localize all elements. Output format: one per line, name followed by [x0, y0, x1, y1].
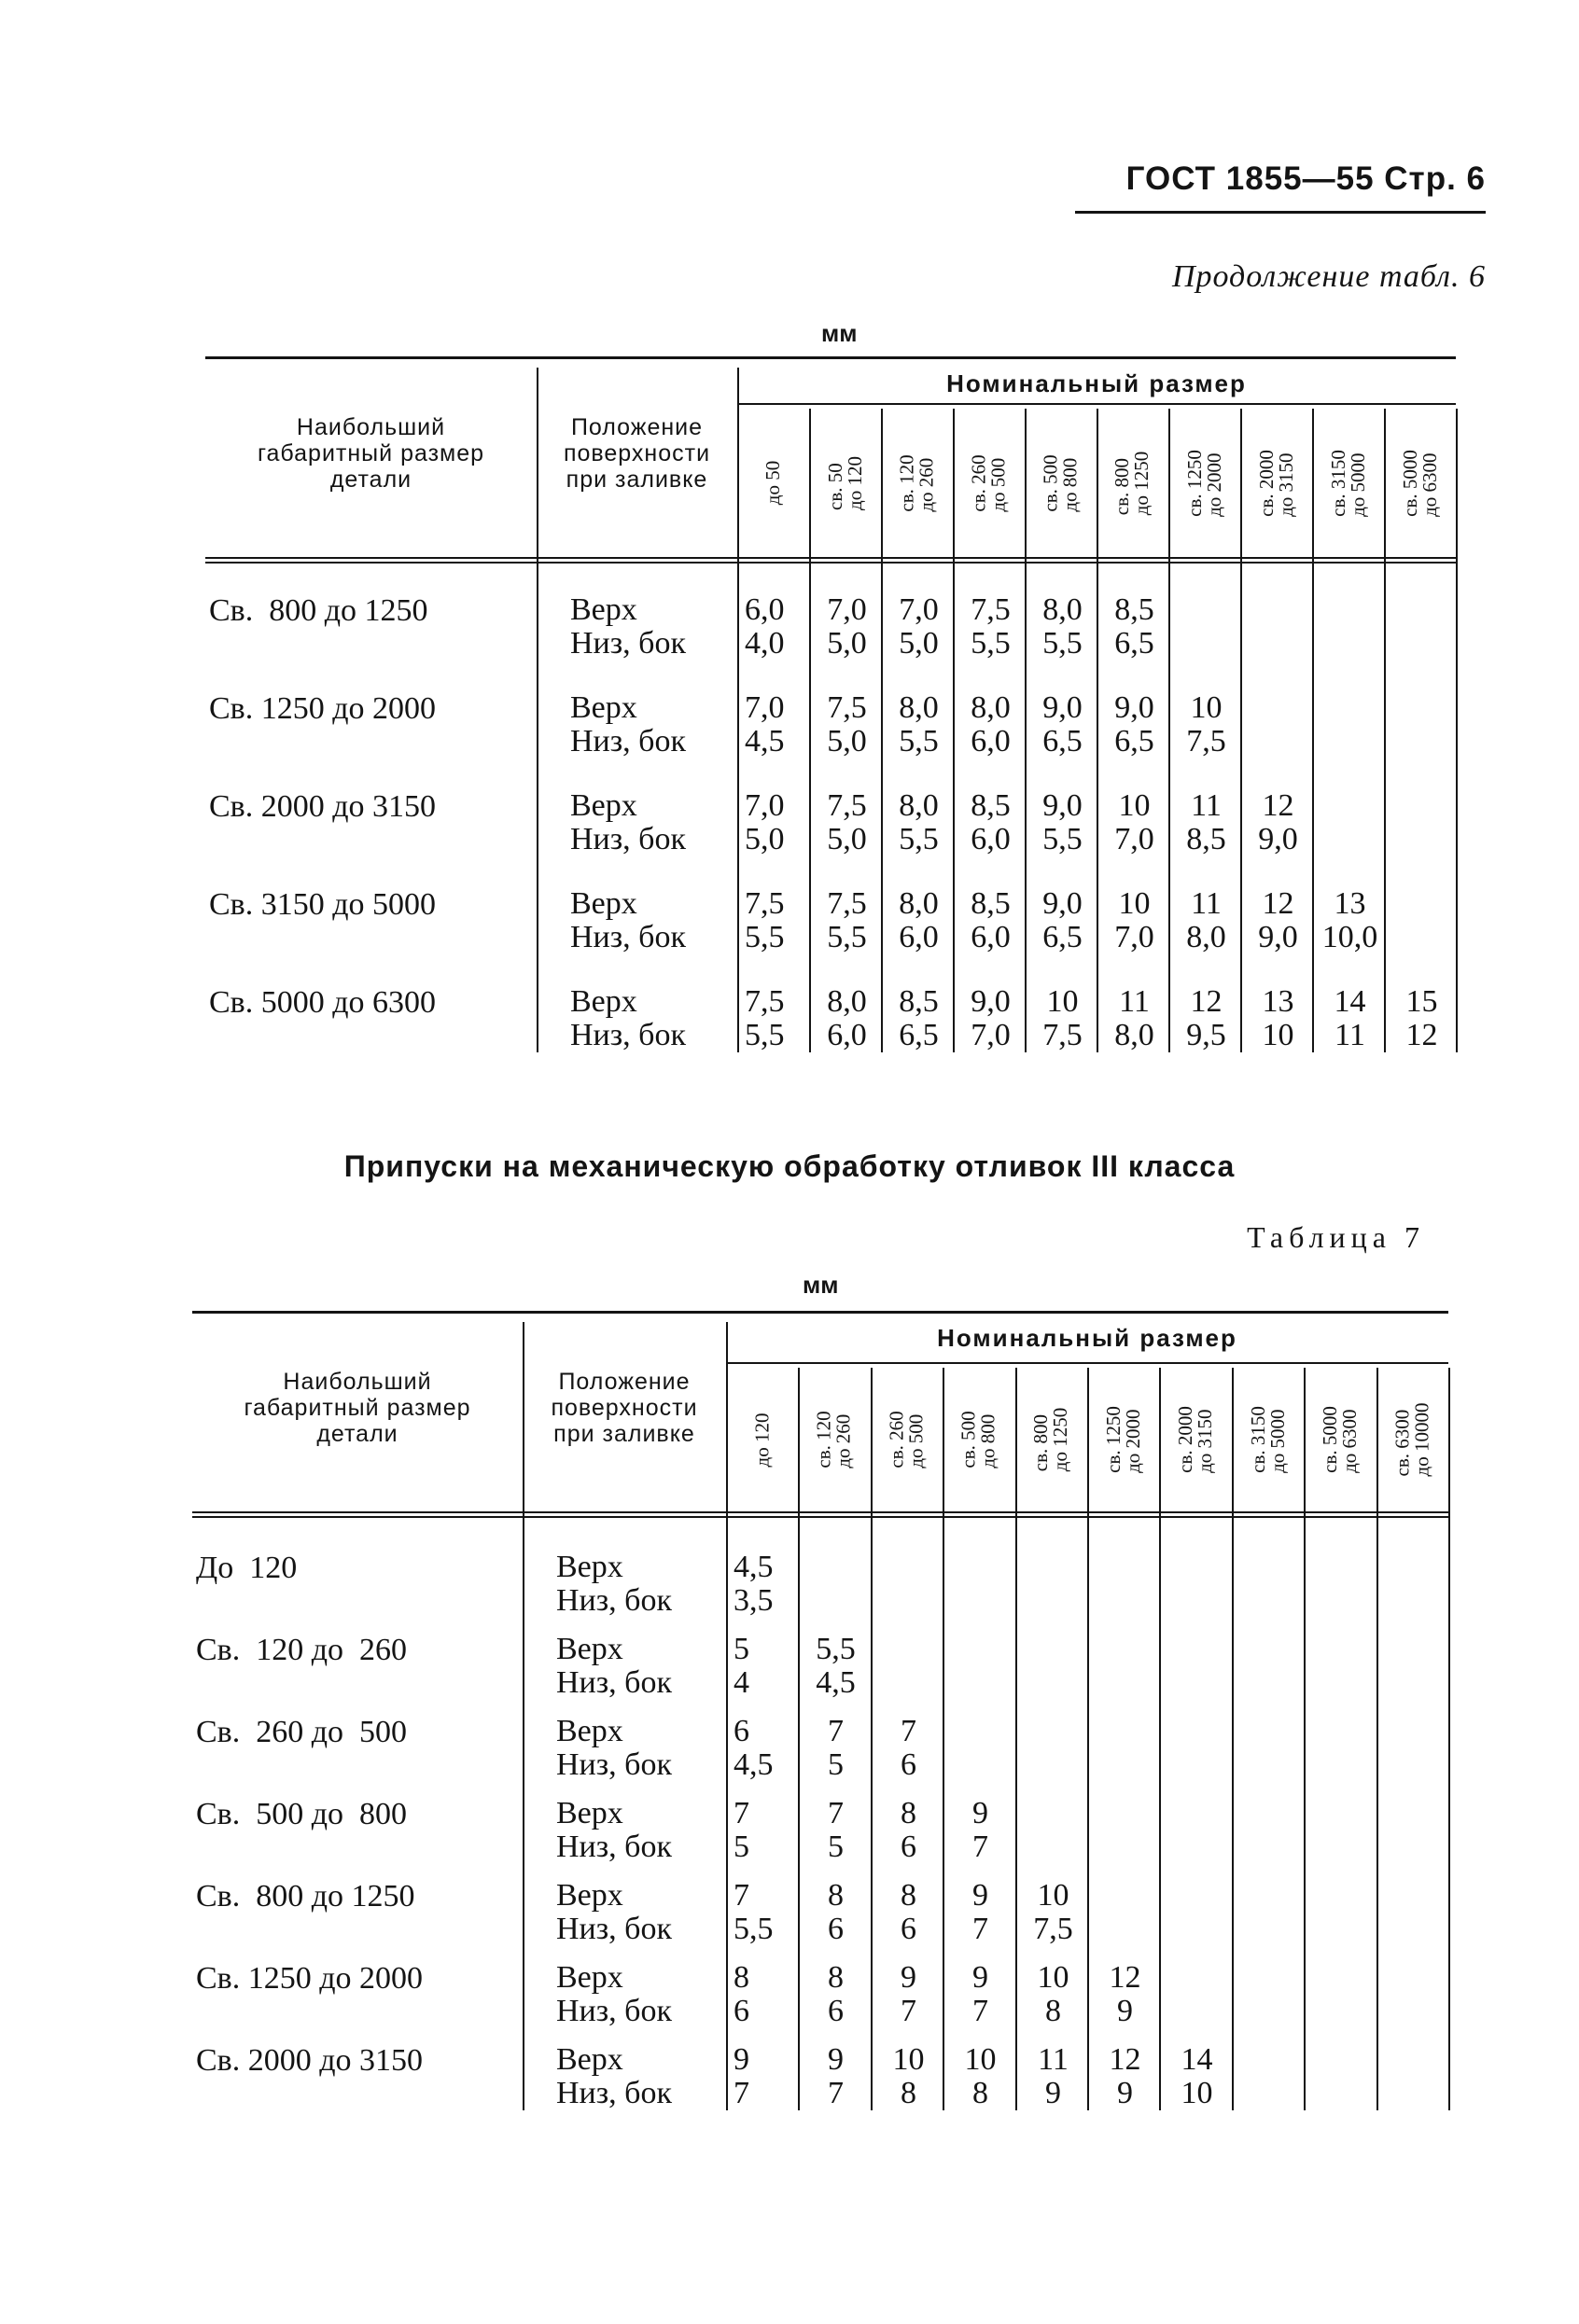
table7-row-label: Св. 1250 до 2000 [196, 1961, 424, 1996]
table7-row-position-top: Верх [556, 1960, 623, 1995]
table7-col-header-label: св. 5000 до 6300 [1318, 1406, 1361, 1473]
table6-cell-top: 14 [1334, 984, 1366, 1019]
table7-cell-top: 8 [901, 1796, 916, 1830]
table7-cell-bottom: 6 [828, 1994, 844, 2028]
table6-row-position-top: Верх [570, 690, 637, 725]
table7-cell-bottom: 9 [1045, 2076, 1061, 2110]
table7-row-label: До 120 [196, 1551, 298, 1585]
table6-cell-bottom: 5,5 [899, 724, 939, 758]
table6-col-header-label: св. 50 до 120 [823, 455, 866, 510]
table6-cell-top: 7,5 [827, 690, 867, 725]
table6-nominal-rule [737, 403, 1456, 405]
table6-top-rule [205, 356, 1456, 359]
table7-cell-bottom: 5,5 [734, 1912, 774, 1946]
table7-col-header-label: до 120 [750, 1412, 773, 1467]
table7-cell-top: 7 [734, 1878, 749, 1913]
table6-cell-top: 12 [1262, 788, 1294, 823]
table7-cell-top: 5 [734, 1632, 749, 1666]
table7-top-rule [192, 1311, 1448, 1314]
table7-header-rule [192, 1511, 1448, 1518]
table7-cell-bottom: 4,5 [734, 1747, 774, 1782]
table6-col-header-label: св. 500 до 800 [1039, 453, 1082, 512]
table6-col-header-3 [953, 409, 1025, 557]
table7-cell-top: 8 [828, 1878, 844, 1913]
table6-cell-top: 10 [1046, 984, 1079, 1019]
table6-cell-top: 8,5 [1114, 592, 1154, 627]
table7-cell-bottom: 4,5 [816, 1665, 856, 1700]
table6-cell-top: 7,5 [745, 886, 785, 921]
table7-cell-top: 9 [828, 2042, 844, 2077]
table7-cell-top: 8 [828, 1960, 844, 1995]
table6-cell-top: 8,0 [899, 788, 939, 823]
table6-col-header-label: св. 120 до 260 [895, 453, 938, 512]
table7-row-position-bottom: Низ, бок [556, 1583, 672, 1618]
table7-cell-bottom: 6 [901, 1912, 916, 1946]
table6-cell-bottom: 5,5 [1042, 626, 1083, 661]
table6-cell-bottom: 6,0 [971, 920, 1011, 954]
table6-cell-bottom: 9,0 [1258, 822, 1298, 856]
table6-cell-top: 7,0 [899, 592, 939, 627]
table7-cell-bottom: 7 [972, 1994, 988, 2028]
table7-cell-top: 9 [972, 1960, 988, 1995]
table6-cell-top: 11 [1119, 984, 1150, 1019]
table6-unit: мм [821, 319, 858, 347]
table6-cell-bottom: 6,5 [899, 1018, 939, 1052]
table6-header-surface-position: Положение поверхности при заливке [563, 414, 711, 493]
table7-row-label: Св. 2000 до 3150 [196, 2043, 424, 2078]
table6-header-rule [205, 557, 1456, 564]
table7-header-largest-size: Наибольший габаритный размер детали [244, 1369, 471, 1447]
table7-caption: Таблица 7 [1247, 1220, 1425, 1254]
table7-cell-bottom: 8 [1045, 1994, 1061, 2028]
table6-cell-top: 7,0 [745, 690, 785, 725]
table7-cell-bottom: 9 [1117, 1994, 1133, 2028]
table7-cell-top: 5,5 [816, 1632, 856, 1666]
table6-cell-top: 7,0 [827, 592, 867, 627]
table6-cell-bottom: 10 [1262, 1018, 1294, 1052]
table7-col-header-label: св. 120 до 260 [812, 1411, 855, 1468]
table6-cell-bottom: 6,5 [1042, 920, 1083, 954]
table7-cell-bottom: 8 [972, 2076, 988, 2110]
table6-cell-bottom: 4,5 [745, 724, 785, 758]
table6-col-header-2 [881, 409, 953, 557]
table7-row-position-bottom: Низ, бок [556, 1912, 672, 1946]
table7-col-header-label: св. 500 до 800 [957, 1411, 999, 1468]
table6-cell-top: 7,5 [971, 592, 1011, 627]
table6-cell-bottom: 5,0 [899, 626, 939, 661]
table6-col-header-0 [737, 409, 809, 557]
table6-col-header-6 [1168, 409, 1240, 557]
table6-col-header-label: св. 5000 до 6300 [1398, 449, 1441, 517]
table6-col-header-1 [809, 409, 881, 557]
table7-row-label: Св. 120 до 260 [196, 1633, 408, 1667]
table7-row-label: Св. 800 до 1250 [196, 1879, 415, 1913]
table7-cell-top: 9 [734, 2042, 749, 2077]
table7-cell-top: 10 [1037, 1960, 1069, 1995]
table7-cell-bottom: 8 [901, 2076, 916, 2110]
table7-unit: мм [803, 1271, 839, 1299]
table6-cell-top: 8,0 [1042, 592, 1083, 627]
table6-col-header-5 [1097, 409, 1168, 557]
table6-cell-top: 8,5 [971, 788, 1011, 823]
table7-cell-bottom: 7,5 [1033, 1912, 1073, 1946]
table6-cell-bottom: 6,0 [827, 1018, 867, 1052]
table7-cell-bottom: 7 [901, 1994, 916, 2028]
table6-row-position-top: Верх [570, 592, 637, 627]
table6-vline-nominal-10 [1456, 409, 1458, 1052]
table6-cell-top: 9,0 [971, 984, 1011, 1019]
table7-cell-bottom: 5 [828, 1747, 844, 1782]
table6-cell-top: 15 [1405, 984, 1438, 1019]
table6-cell-bottom: 7,0 [1114, 822, 1154, 856]
table6-cell-top: 8,0 [971, 690, 1011, 725]
table7-cell-bottom: 6 [828, 1912, 844, 1946]
table7-cell-top: 9 [901, 1960, 916, 1995]
table6-header-nominal-size: Номинальный размер [946, 369, 1247, 397]
table7-cell-top: 7 [734, 1796, 749, 1830]
table6-cell-top: 8,5 [971, 886, 1011, 921]
table7-col-header-8 [1304, 1368, 1376, 1511]
table6-cell-top: 6,0 [745, 592, 785, 627]
table6-cell-bottom: 10,0 [1321, 920, 1378, 954]
table6-cell-top: 12 [1262, 886, 1294, 921]
table7-cell-bottom: 6 [901, 1747, 916, 1782]
table6-row-position-bottom: Низ, бок [570, 724, 686, 758]
table6-cell-bottom: 9,5 [1186, 1018, 1226, 1052]
table7-col-header-6 [1159, 1368, 1231, 1511]
table6-cell-bottom: 5,5 [745, 920, 785, 954]
table6-row-label: Св. 2000 до 3150 [209, 789, 437, 824]
table6-cell-bottom: 12 [1405, 1018, 1438, 1052]
table6-cell-top: 9,0 [1042, 788, 1083, 823]
table6-cell-top: 8,5 [899, 984, 939, 1019]
table6-col-header-8 [1312, 409, 1384, 557]
table6-cell-top: 9,0 [1042, 886, 1083, 921]
table6-cell-bottom: 5,5 [1042, 822, 1083, 856]
table6-cell-bottom: 5,5 [827, 920, 867, 954]
table6-col-header-label: св. 3150 до 5000 [1326, 449, 1369, 517]
table7-col-header-4 [1015, 1368, 1087, 1511]
table7-cell-top: 9 [972, 1796, 988, 1830]
table6-cell-bottom: 4,0 [745, 626, 785, 661]
table7-col-header-label: св. 6300 до 10000 [1390, 1402, 1433, 1477]
table6-row-label: Св. 1250 до 2000 [209, 691, 437, 726]
table6-cell-top: 9,0 [1042, 690, 1083, 725]
table7-col-header-9 [1376, 1368, 1448, 1511]
table7-row-position-top: Верх [556, 1878, 623, 1913]
table6-cell-bottom: 8,0 [1114, 1018, 1154, 1052]
table6-cell-bottom: 11 [1334, 1018, 1365, 1052]
table6-cell-bottom: 7,5 [1042, 1018, 1083, 1052]
header-rule [1075, 211, 1486, 214]
table6-cell-bottom: 9,0 [1258, 920, 1298, 954]
table6-cell-bottom: 5,5 [745, 1018, 785, 1052]
table7-cell-top: 12 [1109, 2042, 1141, 2077]
table6-cell-top: 8,0 [899, 690, 939, 725]
table7-cell-top: 10 [964, 2042, 997, 2077]
table6-cell-bottom: 6,5 [1114, 724, 1154, 758]
table7-row-position-bottom: Низ, бок [556, 2076, 672, 2110]
table6-cell-top: 7,0 [745, 788, 785, 823]
table7-col-header-label: св. 800 до 1250 [1029, 1407, 1072, 1472]
table7-col-header-label: св. 260 до 500 [885, 1411, 928, 1468]
table7-row-label: Св. 500 до 800 [196, 1797, 408, 1831]
table6-cell-bottom: 5,0 [827, 626, 867, 661]
table6-cell-bottom: 7,5 [1186, 724, 1226, 758]
table6-cell-bottom: 5,0 [827, 822, 867, 856]
table7-cell-top: 11 [1038, 2042, 1069, 2077]
table7-cell-top: 7 [901, 1714, 916, 1748]
table7-row-label: Св. 260 до 500 [196, 1715, 408, 1749]
table7-cell-bottom: 7 [972, 1912, 988, 1946]
table6-cell-top: 7,5 [827, 788, 867, 823]
table6-cell-bottom: 7,0 [1114, 920, 1154, 954]
table6-cell-top: 12 [1190, 984, 1223, 1019]
table7-row-position-bottom: Низ, бок [556, 1747, 672, 1782]
table6-col-header-label: св. 2000 до 3150 [1254, 449, 1297, 517]
table7-header-surface-position: Положение поверхности при заливке [551, 1369, 698, 1447]
table6-cell-top: 13 [1262, 984, 1294, 1019]
table7-nominal-rule [726, 1362, 1448, 1364]
section-title: Припуски на механическую обработку отливок III класса [343, 1149, 1236, 1183]
table6-col-header-9 [1384, 409, 1456, 557]
table6-row-label: Св. 800 до 1250 [209, 593, 428, 628]
table7-cell-bottom: 4 [734, 1665, 749, 1700]
table6-cell-top: 13 [1334, 886, 1366, 921]
table7-cell-top: 8 [734, 1960, 749, 1995]
table7-row-position-top: Верх [556, 1714, 623, 1748]
table6-col-header-7 [1240, 409, 1312, 557]
table7-vline-nominal-10 [1448, 1368, 1450, 2110]
table7-cell-top: 7 [828, 1796, 844, 1830]
table6-row-position-top: Верх [570, 886, 637, 921]
table6-cell-top: 11 [1191, 886, 1222, 921]
table7-row-position-top: Верх [556, 2042, 623, 2077]
table7-col-header-3 [943, 1368, 1014, 1511]
table7-col-header-label: св. 1250 до 2000 [1101, 1406, 1144, 1473]
table6-cell-top: 10 [1118, 788, 1151, 823]
table7-col-header-label: св. 2000 до 3150 [1173, 1406, 1216, 1473]
table6-cell-top: 10 [1190, 690, 1223, 725]
table6-cell-bottom: 6,0 [971, 822, 1011, 856]
table7-col-header-label: св. 3150 до 5000 [1246, 1406, 1289, 1473]
table6-header-largest-size: Наибольший габаритный размер детали [257, 414, 485, 493]
table6-cell-top: 8,0 [899, 886, 939, 921]
table7-cell-top: 10 [1037, 1878, 1069, 1913]
table7-cell-bottom: 6 [734, 1994, 749, 2028]
table6-cell-bottom: 5,0 [745, 822, 785, 856]
table7-cell-top: 12 [1109, 1960, 1141, 1995]
table6-row-position-top: Верх [570, 984, 637, 1019]
table6-cell-top: 11 [1191, 788, 1222, 823]
table6-row-position-bottom: Низ, бок [570, 822, 686, 856]
table6-col-header-label: до 50 [762, 460, 784, 506]
table7-cell-bottom: 5 [734, 1830, 749, 1864]
table7-row-position-top: Верх [556, 1632, 623, 1666]
table6-cell-bottom: 5,5 [971, 626, 1011, 661]
table6-cell-top: 10 [1118, 886, 1151, 921]
table6-row-position-bottom: Низ, бок [570, 626, 686, 661]
table6-cell-bottom: 6,5 [1042, 724, 1083, 758]
table7-row-position-top: Верх [556, 1550, 623, 1584]
table7-cell-bottom: 7 [734, 2076, 749, 2110]
table6-row-position-bottom: Низ, бок [570, 920, 686, 954]
table6-col-header-label: св. 800 до 1250 [1111, 451, 1153, 515]
table7-cell-top: 9 [972, 1878, 988, 1913]
table7-cell-bottom: 3,5 [734, 1583, 774, 1618]
table7-cell-top: 8 [901, 1878, 916, 1913]
table6-col-header-4 [1025, 409, 1097, 557]
table6-cell-bottom: 5,5 [899, 822, 939, 856]
table6-cell-bottom: 8,0 [1186, 920, 1226, 954]
table6-col-header-label: св. 260 до 500 [967, 453, 1010, 512]
page-header-id: ГОСТ 1855—55 Стр. 6 [1125, 160, 1486, 197]
table6-cell-top: 8,0 [827, 984, 867, 1019]
table7-row-position-bottom: Низ, бок [556, 1665, 672, 1700]
table6-row-label: Св. 3150 до 5000 [209, 887, 437, 922]
table7-cell-bottom: 7 [828, 2076, 844, 2110]
table7-cell-top: 10 [892, 2042, 925, 2077]
table7-cell-top: 14 [1181, 2042, 1213, 2077]
table7-row-position-bottom: Низ, бок [556, 1830, 672, 1864]
table6-cell-bottom: 8,5 [1186, 822, 1226, 856]
table7-cell-bottom: 5 [828, 1830, 844, 1864]
table6-cell-top: 7,5 [827, 886, 867, 921]
table6-cell-top: 7,5 [745, 984, 785, 1019]
table6-row-label: Св. 5000 до 6300 [209, 985, 437, 1020]
table7-cell-bottom: 7 [972, 1830, 988, 1864]
table6-row-position-top: Верх [570, 788, 637, 823]
table7-cell-top: 4,5 [734, 1550, 774, 1584]
table7-header-nominal-size: Номинальный размер [937, 1324, 1237, 1352]
table-continuation-note: Продолжение табл. 6 [1171, 259, 1486, 294]
table7-row-position-top: Верх [556, 1796, 623, 1830]
table6-cell-top: 9,0 [1114, 690, 1154, 725]
table6-row-position-bottom: Низ, бок [570, 1018, 686, 1052]
table7-col-header-0 [726, 1368, 798, 1511]
table7-row-position-bottom: Низ, бок [556, 1994, 672, 2028]
table6-cell-bottom: 6,5 [1114, 626, 1154, 661]
table7-cell-bottom: 10 [1181, 2076, 1213, 2110]
table7-col-header-5 [1087, 1368, 1159, 1511]
table7-col-header-2 [871, 1368, 943, 1511]
table7-cell-top: 7 [828, 1714, 844, 1748]
table6-col-header-label: св. 1250 до 2000 [1182, 449, 1225, 517]
table7-cell-top: 6 [734, 1714, 749, 1748]
table6-cell-bottom: 6,0 [971, 724, 1011, 758]
table6-cell-bottom: 5,0 [827, 724, 867, 758]
table7-cell-bottom: 9 [1117, 2076, 1133, 2110]
table7-col-header-1 [798, 1368, 870, 1511]
table6-cell-bottom: 7,0 [971, 1018, 1011, 1052]
table7-cell-bottom: 6 [901, 1830, 916, 1864]
table7-col-header-7 [1232, 1368, 1304, 1511]
table6-cell-bottom: 6,0 [899, 920, 939, 954]
